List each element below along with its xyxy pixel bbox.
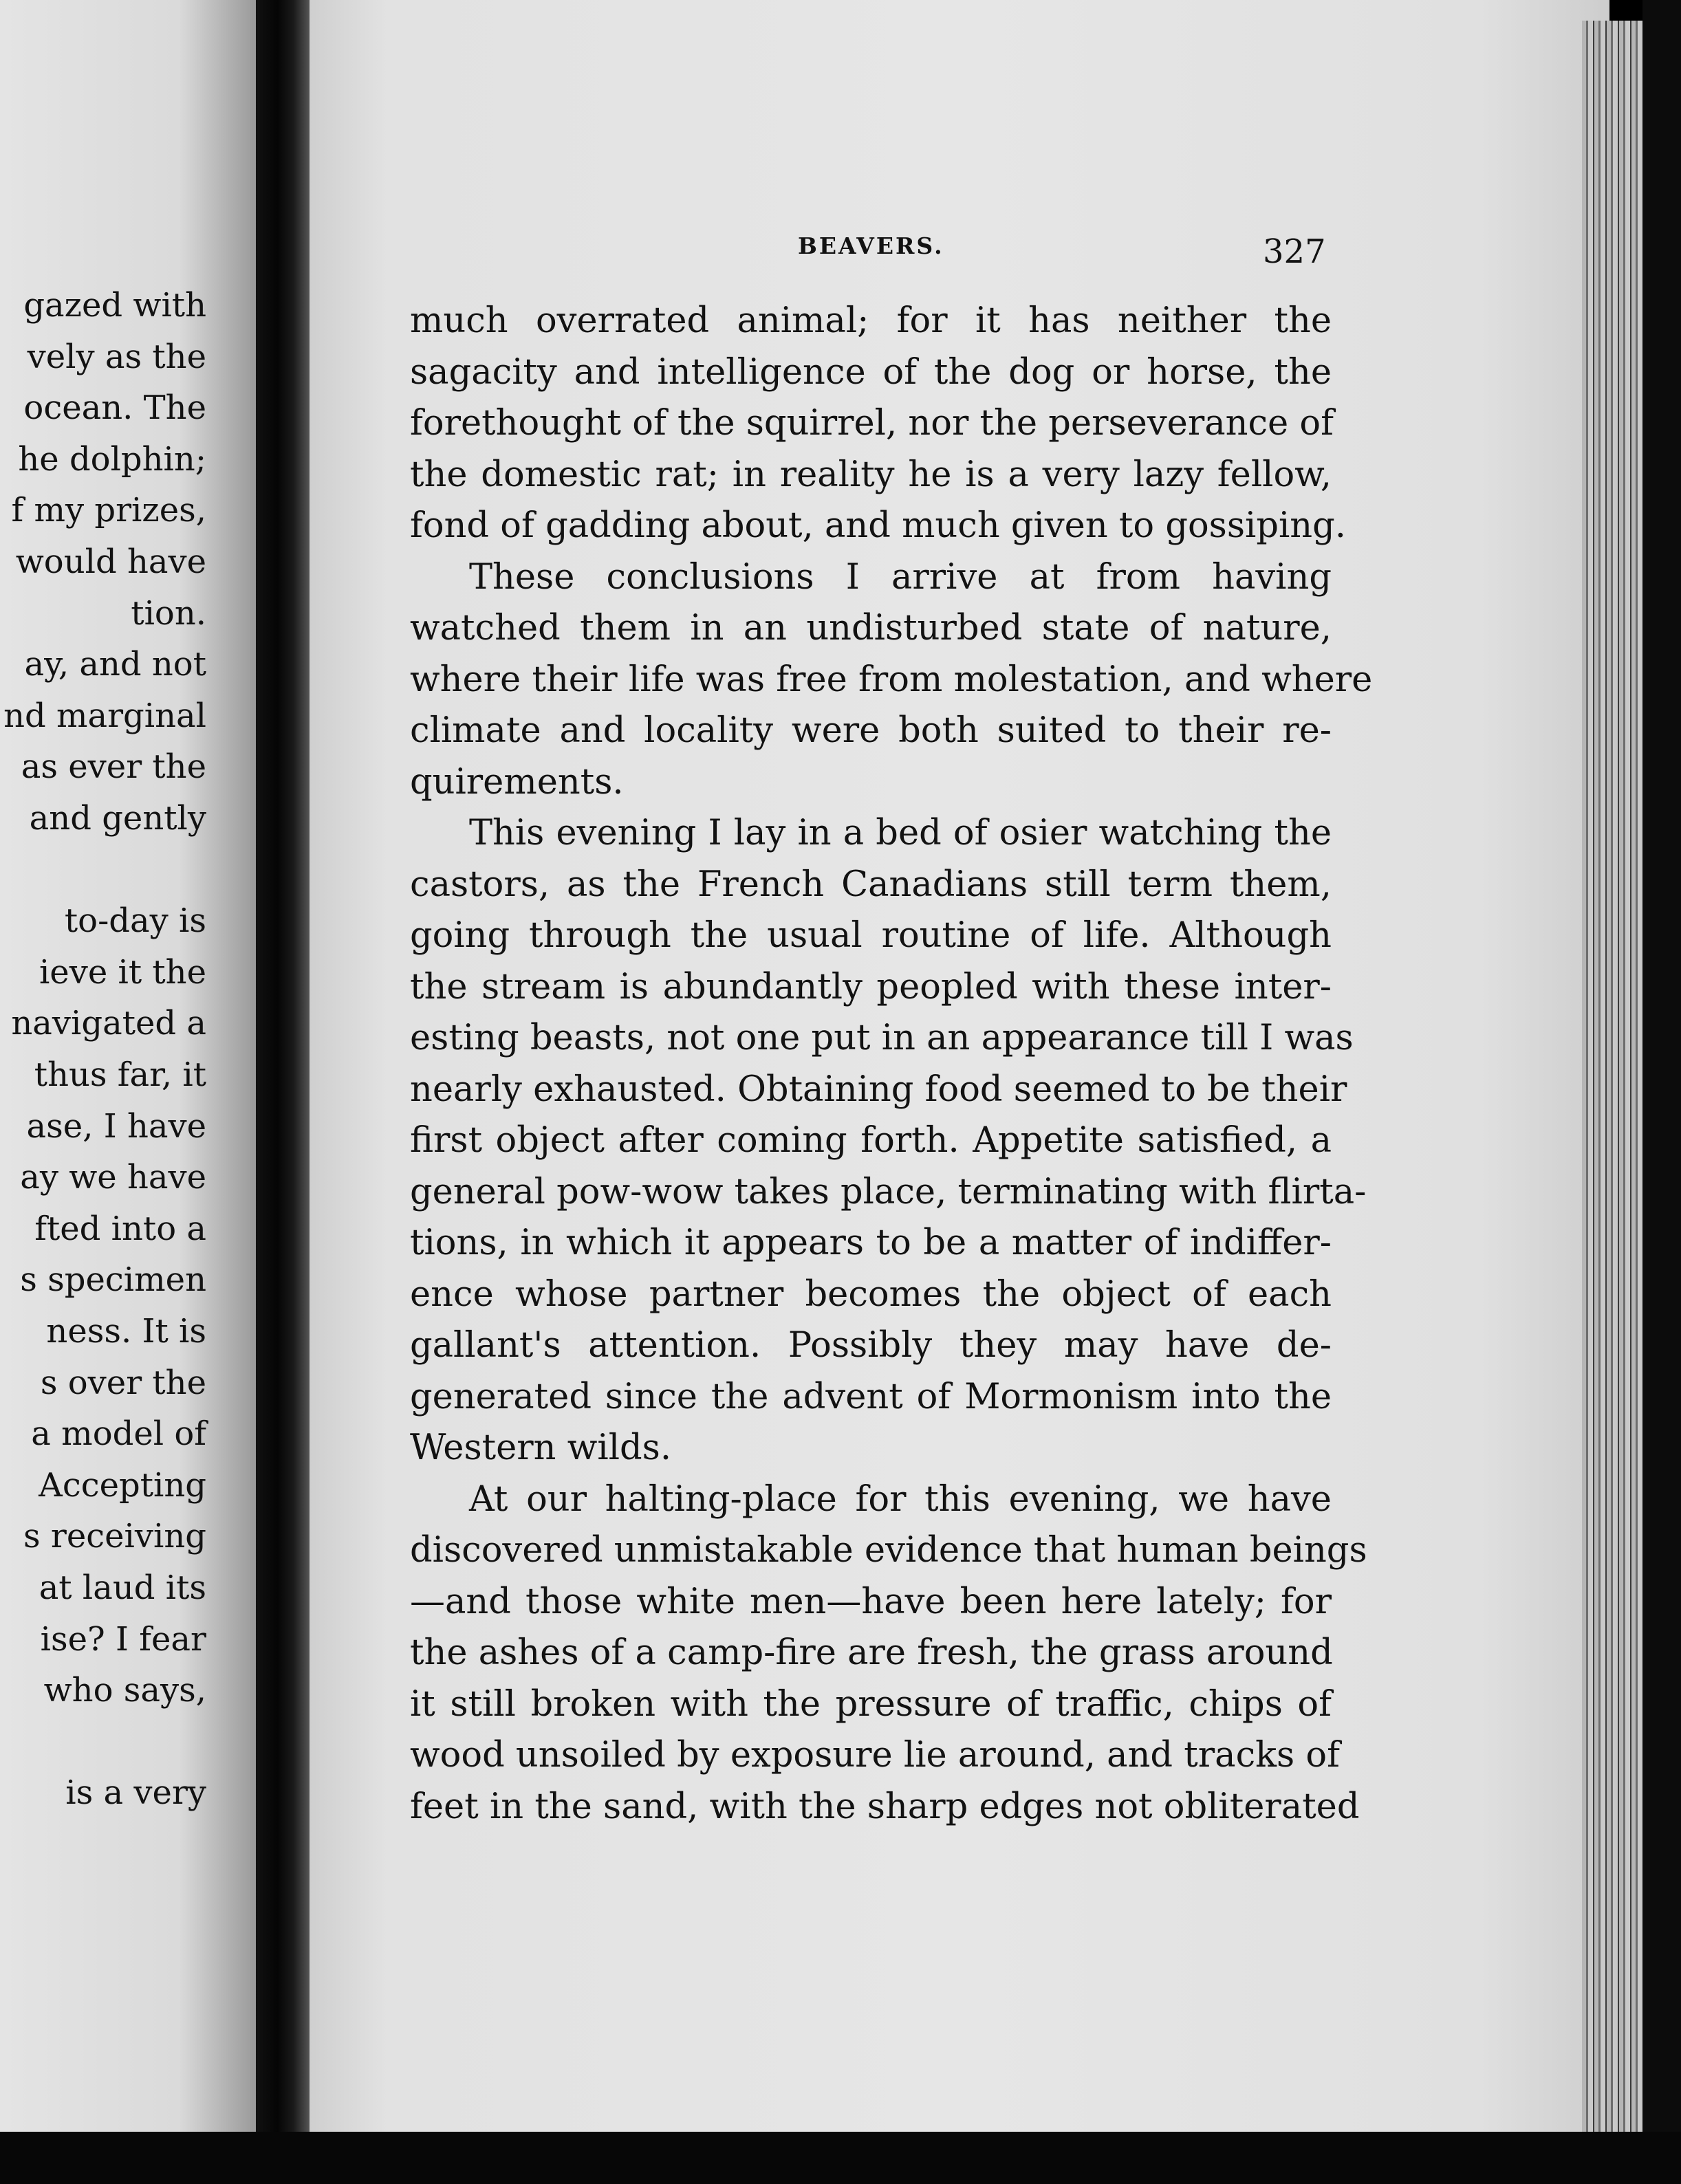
- left-page-line: is a very: [65, 1773, 206, 1813]
- text-line: tions, in which it appears to be a matter of indiffer-: [410, 1223, 1332, 1263]
- text-line: general pow-wow takes place, terminating with flirta-: [410, 1171, 1367, 1212]
- text-line: wood unsoiled by exposure lie around, and tracks of: [410, 1735, 1340, 1776]
- paragraph: [410, 1474, 1367, 1833]
- text-line: quirements.: [410, 761, 624, 802]
- text-line: sagacity and intelligence of the dog or horse, the: [410, 351, 1332, 393]
- left-page-line: ay we have: [20, 1158, 206, 1197]
- left-page-line: to-day is: [64, 902, 206, 941]
- left-page-line: ise? I fear: [40, 1619, 206, 1659]
- text-line: —and those white men—have been here lately; for: [410, 1581, 1332, 1622]
- text-line: nearly exhausted. Obtaining food seemed to be their: [410, 1069, 1347, 1110]
- text-line: the stream is abundantly peopled with these inter-: [410, 966, 1332, 1007]
- text-line: fond of gadding about, and much given to gossiping.: [410, 505, 1346, 546]
- text-line: the domestic rat; in reality he is a very lazy fellow,: [410, 454, 1332, 495]
- left-page-line: navigated a: [11, 1004, 206, 1043]
- left-page-line: at laud its: [39, 1569, 206, 1607]
- paragraph: [410, 808, 1367, 1474]
- page-edge-shadow: [1642, 0, 1681, 2184]
- left-page-line: would have: [15, 543, 206, 581]
- text-line: going through the usual routine of life. Although: [410, 915, 1332, 956]
- bottom-shadow: [0, 2132, 1681, 2184]
- left-page-line: Accepting: [39, 1465, 206, 1505]
- text-line: discovered unmistakable evidence that human beings: [410, 1530, 1367, 1571]
- text-line: At our halting-place for this evening, we have: [469, 1478, 1332, 1520]
- text-line: Western wilds.: [410, 1428, 672, 1468]
- left-facing-page: [0, 0, 256, 2132]
- left-page-line: s specimen: [20, 1260, 206, 1300]
- left-page-line: ness. It is: [46, 1312, 206, 1351]
- text-line: feet in the sand, with the sharp edges not obliterated: [410, 1786, 1360, 1827]
- text-line: forethought of the squirrel, nor the perseverance of: [410, 403, 1334, 444]
- left-page-line: and gently: [29, 799, 206, 838]
- left-page-line: s over the: [40, 1363, 206, 1402]
- left-page-line: nd marginal: [3, 696, 206, 735]
- text-line: ence whose partner becomes the object of each: [410, 1274, 1332, 1315]
- running-title: BEAVERS.: [798, 232, 944, 259]
- left-page-line: gazed with: [23, 286, 206, 325]
- text-line: This evening I lay in a bed of osier watching the: [469, 813, 1332, 853]
- paragraph: [410, 296, 1346, 552]
- text-line: generated since the advent of Mormonism into the: [410, 1376, 1332, 1417]
- left-page-line: as ever the: [21, 747, 206, 787]
- left-page-line: ay, and not: [24, 645, 206, 684]
- page-number: 327: [1263, 232, 1326, 271]
- left-page-line: ocean. The: [23, 389, 206, 428]
- paragraph: [410, 552, 1373, 809]
- page-body-text: [410, 296, 1373, 1833]
- text-line: castors, as the French Canadians still term them,: [410, 864, 1332, 905]
- left-page-line: fted into a: [34, 1209, 206, 1248]
- left-page-line: f my prizes,: [11, 491, 206, 530]
- book-spine-gutter: [256, 0, 310, 2184]
- left-page-line: vely as the: [27, 337, 206, 376]
- text-line: esting beasts, not one put in an appearance till I was: [410, 1018, 1354, 1058]
- text-line: it still broken with the pressure of traffic, chips of: [410, 1683, 1332, 1725]
- left-page-line: a model of: [31, 1415, 206, 1454]
- left-page-line: thus far, it: [34, 1056, 206, 1094]
- text-line: where their life was free from molestation, and where: [410, 659, 1373, 700]
- text-line: These conclusions I arrive at from having: [469, 556, 1332, 598]
- text-line: much overrated animal; for it has neither the: [410, 301, 1332, 341]
- left-page-line: he dolphin;: [18, 439, 206, 479]
- text-line: climate and locality were both suited to their re-: [410, 710, 1332, 751]
- left-page-line: s receiving: [23, 1517, 206, 1556]
- text-line: the ashes of a camp-fire are fresh, the grass around: [410, 1632, 1333, 1673]
- text-line: first object after coming forth. Appetite satisfied, a: [410, 1120, 1332, 1161]
- left-page-line: tion.: [131, 593, 206, 633]
- left-page-line: ieve it the: [39, 952, 206, 992]
- text-line: gallant's attention. Possibly they may have de-: [410, 1325, 1332, 1366]
- text-line: watched them in an undisturbed state of nature,: [410, 608, 1332, 648]
- left-page-line: who says,: [43, 1671, 206, 1710]
- left-page-line: ase, I have: [26, 1106, 206, 1146]
